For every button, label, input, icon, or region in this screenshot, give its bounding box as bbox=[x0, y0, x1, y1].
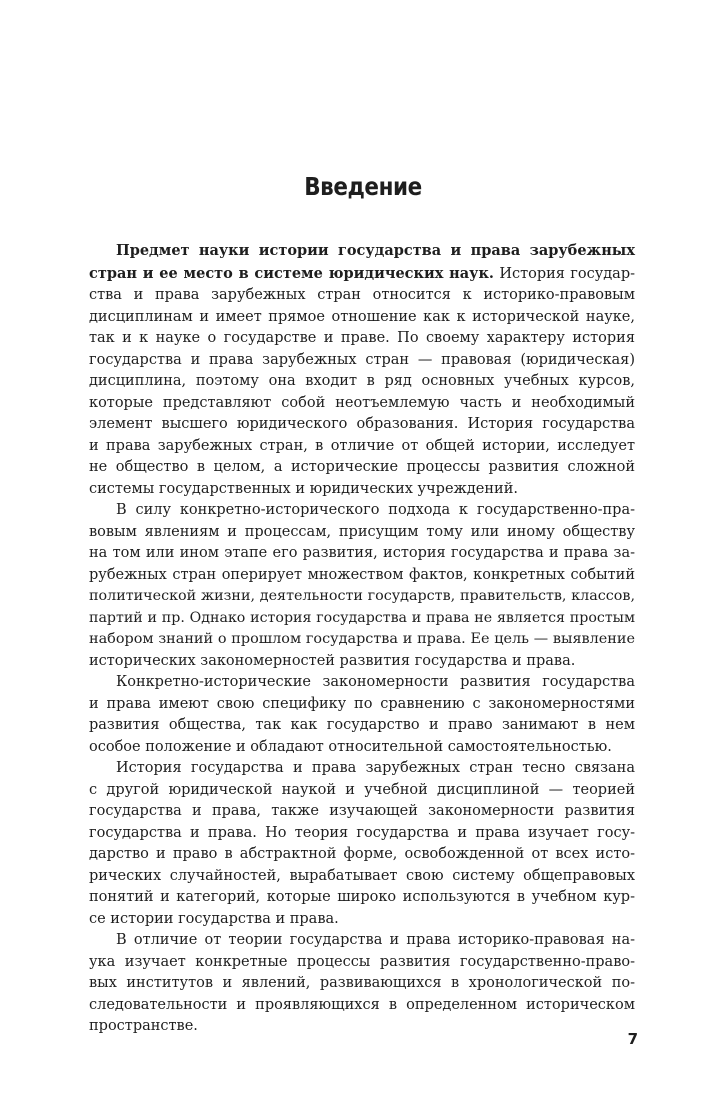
text-line: вовым явлениям и процессам, присущим тому или иному обществу bbox=[89, 523, 635, 540]
text-line: политической жизни, деятельности государств, правительств, классов, bbox=[89, 588, 635, 604]
text-line: рубежных стран оперирует множеством фактов, конкретных событий bbox=[89, 566, 635, 583]
text-line: вых институтов и явлений, развивающихся в хронологической по- bbox=[89, 975, 635, 991]
text-line: понятий и категорий, которые широко используются в учебном кур- bbox=[89, 889, 635, 905]
text-line: набором знаний о прошлом государства и права. Ее цель — выявление bbox=[89, 631, 635, 647]
text-line: развития общества, так как государство и право занимают в нем bbox=[89, 717, 635, 733]
text-line: В отличие от теории государства и права историко-правовая на- bbox=[116, 932, 635, 948]
page-number: 7 bbox=[627, 1030, 638, 1048]
lead-heading: стран и ее место в системе юридических наук. bbox=[89, 264, 494, 282]
text-line: дарство и право в абстрактной форме, освобожденной от всех исто- bbox=[89, 846, 635, 862]
text-line: пространстве. bbox=[89, 1018, 198, 1034]
text-line: особое положение и обладают относительной самостоятельностью. bbox=[89, 738, 612, 755]
text-line: которые представляют собой неотъемлемую часть и необходимый bbox=[89, 394, 635, 411]
text-line: се истории государства и права. bbox=[89, 910, 339, 927]
text-line: дисциплинам и имеет прямое отношение как к исторической науке, bbox=[89, 308, 635, 325]
text-line: дисциплина, поэтому она входит в ряд основных учебных курсов, bbox=[89, 373, 635, 389]
text-line: государства и права. Но теория государства и права изучает госу- bbox=[89, 824, 635, 841]
text-line: ука изучает конкретные процессы развития государственно-право- bbox=[89, 953, 635, 970]
text-line: В силу конкретно-исторического подхода к государственно-пра- bbox=[116, 502, 635, 518]
chapter-title: Введение bbox=[304, 172, 422, 201]
text-line: Конкретно-исторические закономерности развития государства bbox=[116, 674, 635, 690]
text-line bbox=[89, 263, 635, 286]
text-line: государства и права зарубежных стран — правовая (юридическая) bbox=[89, 351, 635, 368]
text-line: с другой юридической наукой и учебной дисциплиной — теорией bbox=[89, 781, 635, 798]
text-line: и права зарубежных стран, в отличие от общей истории, исследует bbox=[89, 437, 635, 454]
body-text bbox=[89, 240, 635, 1038]
text-line: элемент высшего юридического образования. История государства bbox=[89, 416, 635, 432]
text-line: на том или ином этапе его развития, история государства и права за- bbox=[89, 545, 635, 561]
text-line: партий и пр. Однако история государства и права не является простым bbox=[89, 609, 635, 626]
text-line: История государства и права зарубежных стран тесно связана bbox=[116, 760, 635, 776]
lead-heading: Предмет науки истории государства и права зарубежных bbox=[116, 242, 635, 259]
text-line: следовательности и проявляющихся в определенном историческом bbox=[89, 996, 635, 1013]
text-line: так и к науке о государстве и праве. По своему характеру история bbox=[89, 330, 635, 346]
text-line: и права имеют свою специфику по сравнению с закономерностями bbox=[89, 695, 635, 712]
text-line: системы государственных и юридических учреждений. bbox=[89, 480, 518, 497]
text-line bbox=[89, 240, 635, 263]
text-fragment: История государ- bbox=[499, 265, 635, 282]
text-line: рических случайностей, вырабатывает свою систему общеправовых bbox=[89, 867, 635, 884]
text-line: государства и права, также изучающей закономерности развития bbox=[89, 803, 635, 819]
text-line: не общество в целом, а исторические процессы развития сложной bbox=[89, 459, 635, 475]
text-line: исторических закономерностей развития государства и права. bbox=[89, 652, 576, 669]
text-line: ства и права зарубежных стран относится к историко-правовым bbox=[89, 287, 635, 303]
